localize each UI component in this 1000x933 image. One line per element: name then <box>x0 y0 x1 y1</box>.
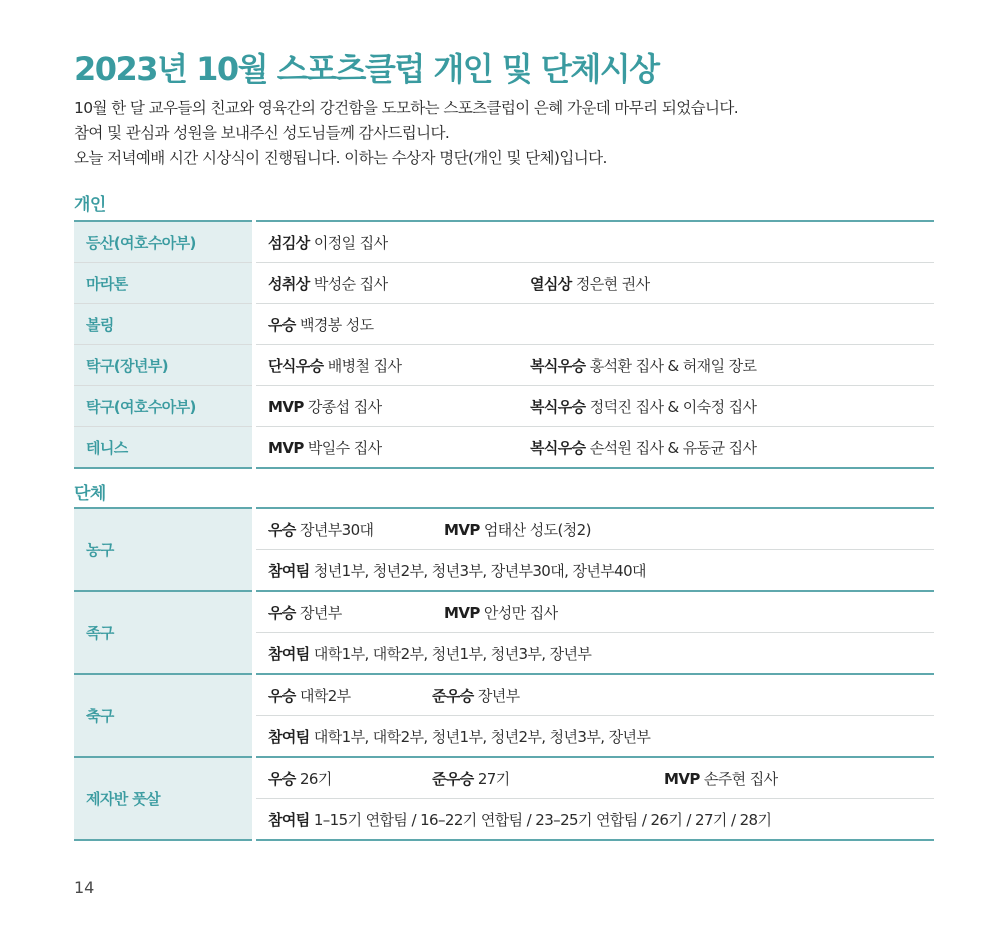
award-item <box>432 685 520 706</box>
group-heading: 단체 <box>74 484 106 504</box>
award-row <box>254 508 934 550</box>
award-value: 안성만 집사 <box>483 603 558 622</box>
award-value: 이정일 집사 <box>313 233 388 252</box>
award-label: 복식우승 <box>530 356 586 375</box>
award-value: 강종섭 집사 <box>307 397 382 416</box>
award-value: 장년부30대 <box>299 520 374 539</box>
participants-row <box>254 799 934 841</box>
intro-line: 10월 한 달 교우들의 친교와 영육간의 강건함을 도모하는 스포츠클럽이 은혜 가운데 마무리 되었습니다. <box>74 99 739 117</box>
award-label: 단식우승 <box>268 356 324 375</box>
award-value: 박성순 집사 <box>313 274 388 293</box>
award-value: 백경봉 성도 <box>299 315 374 334</box>
group-awards-table <box>74 507 934 841</box>
participants-value: 대학1부, 대학2부, 청년1부, 청년2부, 청년3부, 장년부 <box>313 727 651 746</box>
award-cell-empty <box>518 221 934 263</box>
award-value: 26기 <box>299 769 332 788</box>
category-cell: 족구 <box>74 591 254 674</box>
participants-row <box>254 716 934 758</box>
award-cell <box>254 221 518 263</box>
table-row <box>74 221 934 263</box>
award-label: 우승 <box>268 769 296 788</box>
participants-value: 대학1부, 대학2부, 청년1부, 청년3부, 장년부 <box>313 644 592 663</box>
award-label: MVP <box>268 438 304 457</box>
participants-value: 청년1부, 청년2부, 청년3부, 장년부30대, 장년부40대 <box>313 561 646 580</box>
award-item <box>268 519 444 540</box>
intro-text <box>74 96 954 171</box>
award-item <box>664 768 778 789</box>
award-label: 우승 <box>268 520 296 539</box>
award-item <box>268 768 432 789</box>
category-cell: 탁구(여호수아부) <box>74 386 254 427</box>
award-item <box>444 519 591 540</box>
table-row <box>74 386 934 427</box>
award-item <box>268 685 432 706</box>
table-row <box>74 508 934 550</box>
award-item <box>444 602 558 623</box>
award-value: 정은현 권사 <box>575 274 650 293</box>
table-row <box>74 304 934 345</box>
award-row <box>254 757 934 799</box>
individual-heading: 개인 <box>74 195 106 215</box>
award-label: 우승 <box>268 686 296 705</box>
award-label: MVP <box>444 520 480 539</box>
award-cell <box>254 263 518 304</box>
award-label: 복식우승 <box>530 438 586 457</box>
category-cell: 볼링 <box>74 304 254 345</box>
category-cell: 테니스 <box>74 427 254 469</box>
award-value: 손석원 집사 & 유동균 집사 <box>589 438 757 457</box>
award-label: 성취상 <box>268 274 310 293</box>
award-value: 배병철 집사 <box>327 356 402 375</box>
award-cell <box>518 386 934 427</box>
intro-line: 참여 및 관심과 성원을 보내주신 성도님들께 감사드립니다. <box>74 124 450 142</box>
award-value: 손주현 집사 <box>703 769 778 788</box>
participants-label: 참여팀 <box>268 727 310 746</box>
award-cell <box>254 386 518 427</box>
table-row <box>74 674 934 716</box>
award-label: 우승 <box>268 603 296 622</box>
participants-label: 참여팀 <box>268 561 310 580</box>
award-cell <box>254 427 518 469</box>
individual-awards-table <box>74 220 934 469</box>
table-row <box>74 427 934 469</box>
participants-label: 참여팀 <box>268 810 310 829</box>
award-cell <box>254 345 518 386</box>
award-value: 홍석환 집사 & 허재일 장로 <box>589 356 757 375</box>
category-cell: 농구 <box>74 508 254 591</box>
award-cell-empty <box>518 304 934 345</box>
award-item <box>268 602 444 623</box>
award-label: 우승 <box>268 315 296 334</box>
category-cell: 등산(여호수아부) <box>74 221 254 263</box>
intro-line: 오늘 저녁예배 시간 시상식이 진행됩니다. 이하는 수상자 명단(개인 및 단체)입니다. <box>74 149 607 167</box>
award-label: 준우승 <box>432 769 474 788</box>
table-row <box>74 591 934 633</box>
award-item <box>432 768 664 789</box>
award-label: MVP <box>664 769 700 788</box>
award-label: 섬김상 <box>268 233 310 252</box>
award-label: MVP <box>444 603 480 622</box>
page-title: 2023년 10월 스포츠클럽 개인 및 단체시상 <box>74 50 659 88</box>
category-cell: 탁구(장년부) <box>74 345 254 386</box>
award-cell <box>254 304 518 345</box>
award-cell <box>518 263 934 304</box>
page-number: 14 <box>74 878 95 897</box>
award-value: 장년부 <box>299 603 342 622</box>
award-value: 장년부 <box>477 686 520 705</box>
category-cell: 축구 <box>74 674 254 757</box>
participants-row <box>254 550 934 592</box>
award-value: 엄태산 성도(청2) <box>483 520 591 539</box>
award-row <box>254 674 934 716</box>
award-row <box>254 591 934 633</box>
award-value: 정덕진 집사 & 이숙정 집사 <box>589 397 757 416</box>
award-label: 열심상 <box>530 274 572 293</box>
award-label: 준우승 <box>432 686 474 705</box>
table-row <box>74 263 934 304</box>
award-label: 복식우승 <box>530 397 586 416</box>
participants-row <box>254 633 934 675</box>
table-row <box>74 757 934 799</box>
award-value: 27기 <box>477 769 510 788</box>
category-cell: 제자반 풋살 <box>74 757 254 840</box>
participants-label: 참여팀 <box>268 644 310 663</box>
category-cell: 마라톤 <box>74 263 254 304</box>
award-label: MVP <box>268 397 304 416</box>
award-cell <box>518 345 934 386</box>
participants-value: 1–15기 연합팀 / 16–22기 연합팀 / 23–25기 연합팀 / 26기 / 27기 / 28기 <box>313 810 772 829</box>
award-value: 박일수 집사 <box>307 438 382 457</box>
award-cell <box>518 427 934 469</box>
table-row <box>74 345 934 386</box>
award-value: 대학2부 <box>299 686 351 705</box>
